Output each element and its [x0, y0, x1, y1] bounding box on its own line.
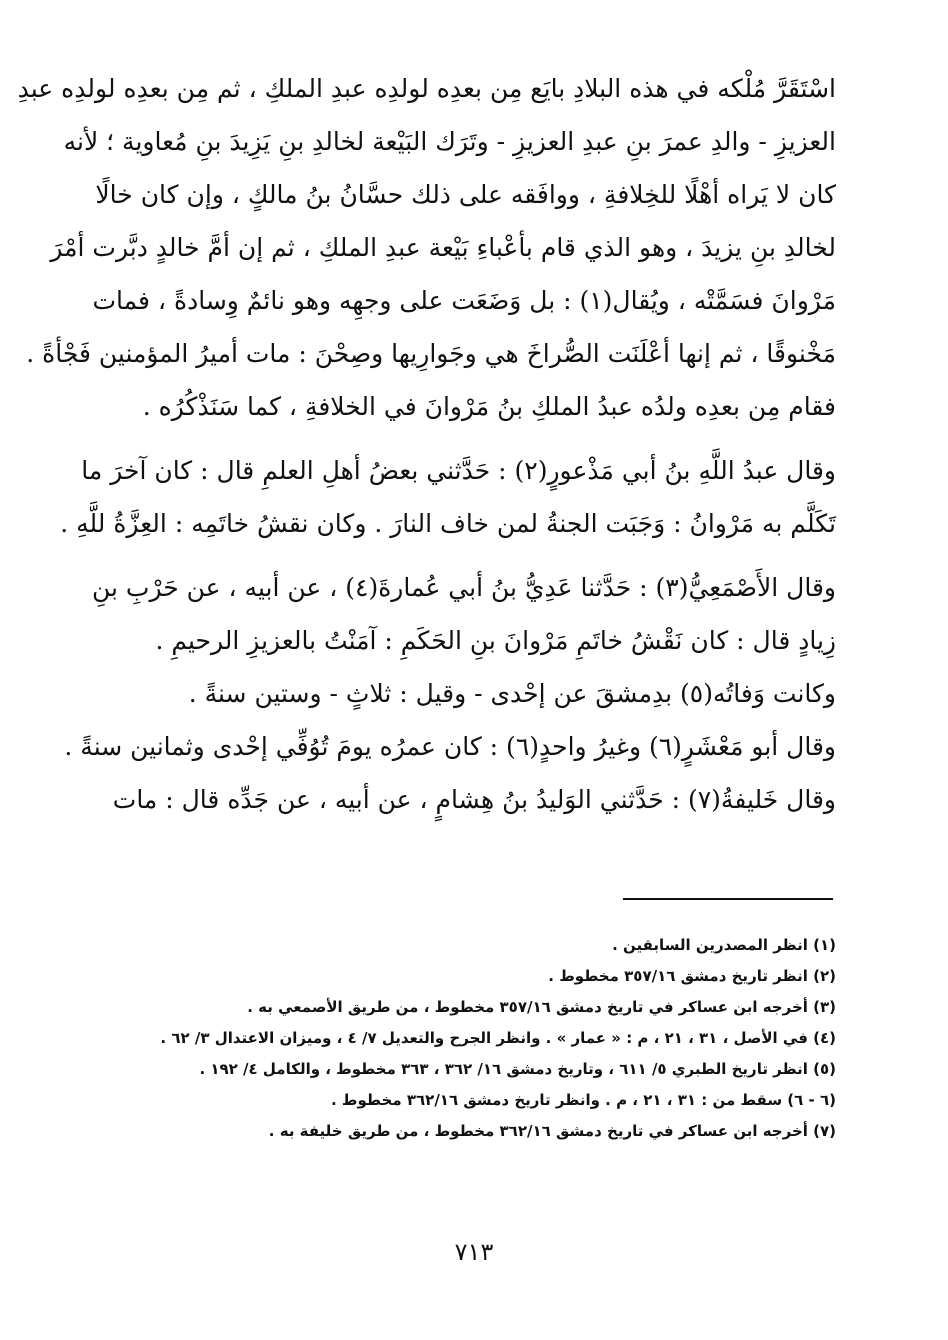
- text-line: مَخْنوقًا ، ثم إنها أعْلَنَت الصُّراخَ هي وجَوارِيها وصِحْنَ : مات أميرُ المؤمنين فَجْأةً .: [26, 339, 836, 368]
- footnote: (٣) أخرجه ابن عساكر في تاريخ دمشق ٣٥٧/١٦ مخطوط ، من طريق الأصمعي به .: [247, 998, 836, 1016]
- text-line: مَرْوانَ فسَمَّتْه ، ويُقال(١) : بل وَضَعَت على وجهِه وهو نائمٌ وِسادةً ، فمات: [92, 286, 836, 315]
- text-line: العزيزِ - والدِ عمرَ بنِ عبدِ العزيزِ - وتَرَك البَيْعة لخالدِ بنِ يَزِيدَ بنِ مُعاوية ؛ لأنه: [63, 127, 836, 156]
- text-line: وقال خَليفةُ(٧) : حَدَّثني الوَليدُ بنُ هِشامٍ ، عن أبيه ، عن جَدِّه قال : مات: [112, 785, 836, 814]
- footnote: (٤) في الأصل ، ٣١ ، ٢١ ، م : « عمار » . وانظر الجرح والتعديل ٧/ ٤ ، وميزان الاعتدال ٣/ ٦٢ .: [160, 1029, 836, 1047]
- footnotes: [118, 930, 836, 1147]
- paragraph: [60, 444, 836, 550]
- paragraph: [91, 561, 836, 667]
- paragraph: [17, 62, 836, 433]
- paragraph: [118, 667, 836, 720]
- text-line: لخالدِ بنِ يزيدَ ، وهو الذي قام بأعْباءِ بَيْعة عبدِ الملكِ ، ثم إن أمَّ خالدٍ دبَّرت أمْرَ: [50, 233, 836, 262]
- text-line: وكانت وَفاتُه(٥) بدِمشقَ عن إحْدى - وقيل : ثلاثٍ - وستين سنةً .: [188, 679, 836, 708]
- text-line: كان لا يَراه أهْلًا للخِلافةِ ، ووافَقه على ذلك حسَّانُ بنُ مالكٍ ، وإن كان خالًا: [95, 180, 836, 209]
- text-line: وقال عبدُ اللَّهِ بنُ أبي مَذْعورٍ(٢) : حَدَّثني بعضُ أهلِ العلمِ قال : كان آخرَ ما: [81, 456, 836, 485]
- footnote: (٥) انظر تاريخ الطبري ٥/ ٦١١ ، وتاريخ دمشق ١٦/ ٣٦٢ ، ٣٦٣ مخطوط ، والكامل ٤/ ١٩٢ .: [199, 1060, 836, 1078]
- text-line: فقام مِن بعدِه ولدُه عبدُ الملكِ بنُ مَرْوانَ في الخلافةِ ، كما سَنَذْكُرُه .: [142, 392, 836, 421]
- text-line: زِيادٍ قال : كان نَقْشُ خاتَمِ مَرْوانَ بنِ الحَكَمِ : آمَنْتُ بالعزيزِ الرحيمِ .: [155, 626, 836, 655]
- text-line: وقال أبو مَعْشَرٍ(٦) وغيرُ واحدٍ(٦) : كان عمرُه يومَ تُوُفِّي إحْدى وثمانين سنةً .: [64, 732, 836, 761]
- footnote: (١) انظر المصدرين السابقين .: [612, 936, 836, 954]
- footnote: (٦ - ٦) سقط من : ٣١ ، ٢١ ، م . وانظر تاريخ دمشق ٣٦٢/١٦ مخطوط .: [331, 1091, 836, 1109]
- footnote-separator: [623, 898, 833, 900]
- footnote: (٢) انظر تاريخ دمشق ٣٥٧/١٦ مخطوط .: [548, 967, 836, 985]
- text-line: اسْتَقَرَّ مُلْكه في هذه البلادِ بايَع مِن بعدِه لولدِه عبدِ الملكِ ، ثم مِن بعدِه لولدِه عبدِ: [17, 74, 836, 103]
- paragraph: [64, 720, 836, 773]
- main-text: [17, 62, 836, 826]
- text-line: وقال الأَصْمَعِيُّ(٣) : حَدَّثنا عَدِيُّ بنُ أبي عُمارةَ(٤) ، عن أبيه ، عن حَرْبِ بنِ: [91, 573, 836, 602]
- footnote: (٧) أخرجه ابن عساكر في تاريخ دمشق ٣٦٢/١٦ مخطوط ، من طريق خليفة به .: [268, 1122, 836, 1140]
- text-line: تَكَلَّم به مَرْوانُ : وَجَبَت الجنةُ لمن خاف النارَ . وكان نقشُ خاتَمِه : العِزَّةُ للَّهِ .: [60, 509, 836, 538]
- paragraph: [112, 773, 836, 826]
- page-number: ٧١٣: [454, 1238, 494, 1266]
